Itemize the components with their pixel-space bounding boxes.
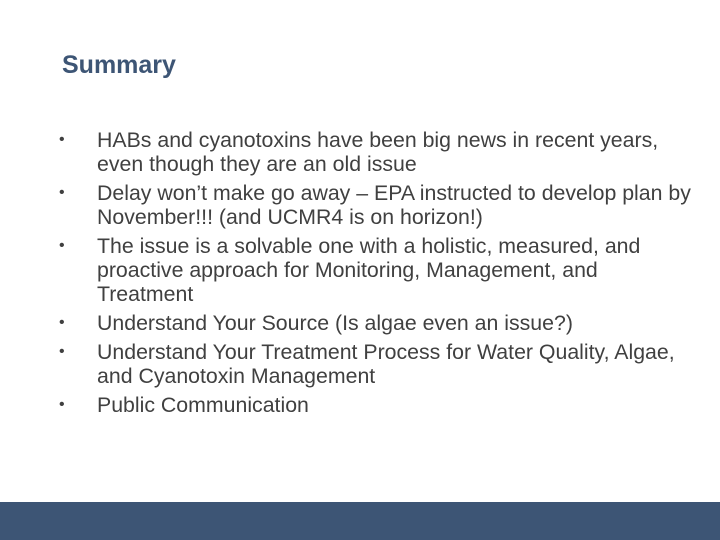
bullet-text: The issue is a solvable one with a holistic, measured, and proactive approach for Monitoring, Management, and Treatment [97,234,641,306]
bullet-dot-icon: • [59,184,65,201]
footer-bar [0,502,720,540]
bullet-dot-icon: • [59,237,65,254]
bullet-text: HABs and cyanotoxins have been big news in recent years, even though they are an old issue [97,128,659,176]
bullet-item [0,311,720,335]
slide-title: Summary [62,51,176,79]
bullet-text: Public Communication [97,393,309,417]
bullet-item [0,181,720,229]
bullet-item [0,393,720,417]
bullet-item [0,340,720,388]
bullet-dot-icon: • [59,131,65,148]
bullet-dot-icon: • [59,396,65,413]
bullet-text: Understand Your Treatment Process for Water Quality, Algae, and Cyanotoxin Management [97,340,675,388]
bullet-list [0,128,720,422]
bullet-item [0,128,720,176]
bullet-item [0,234,720,306]
bullet-dot-icon: • [59,343,65,360]
bullet-text: Delay won’t make go away – EPA instructed to develop plan by November!!! (and UCMR4 is on horizon!) [97,181,691,229]
bullet-dot-icon: • [59,314,65,331]
bullet-text: Understand Your Source (Is algae even an issue?) [97,311,573,335]
